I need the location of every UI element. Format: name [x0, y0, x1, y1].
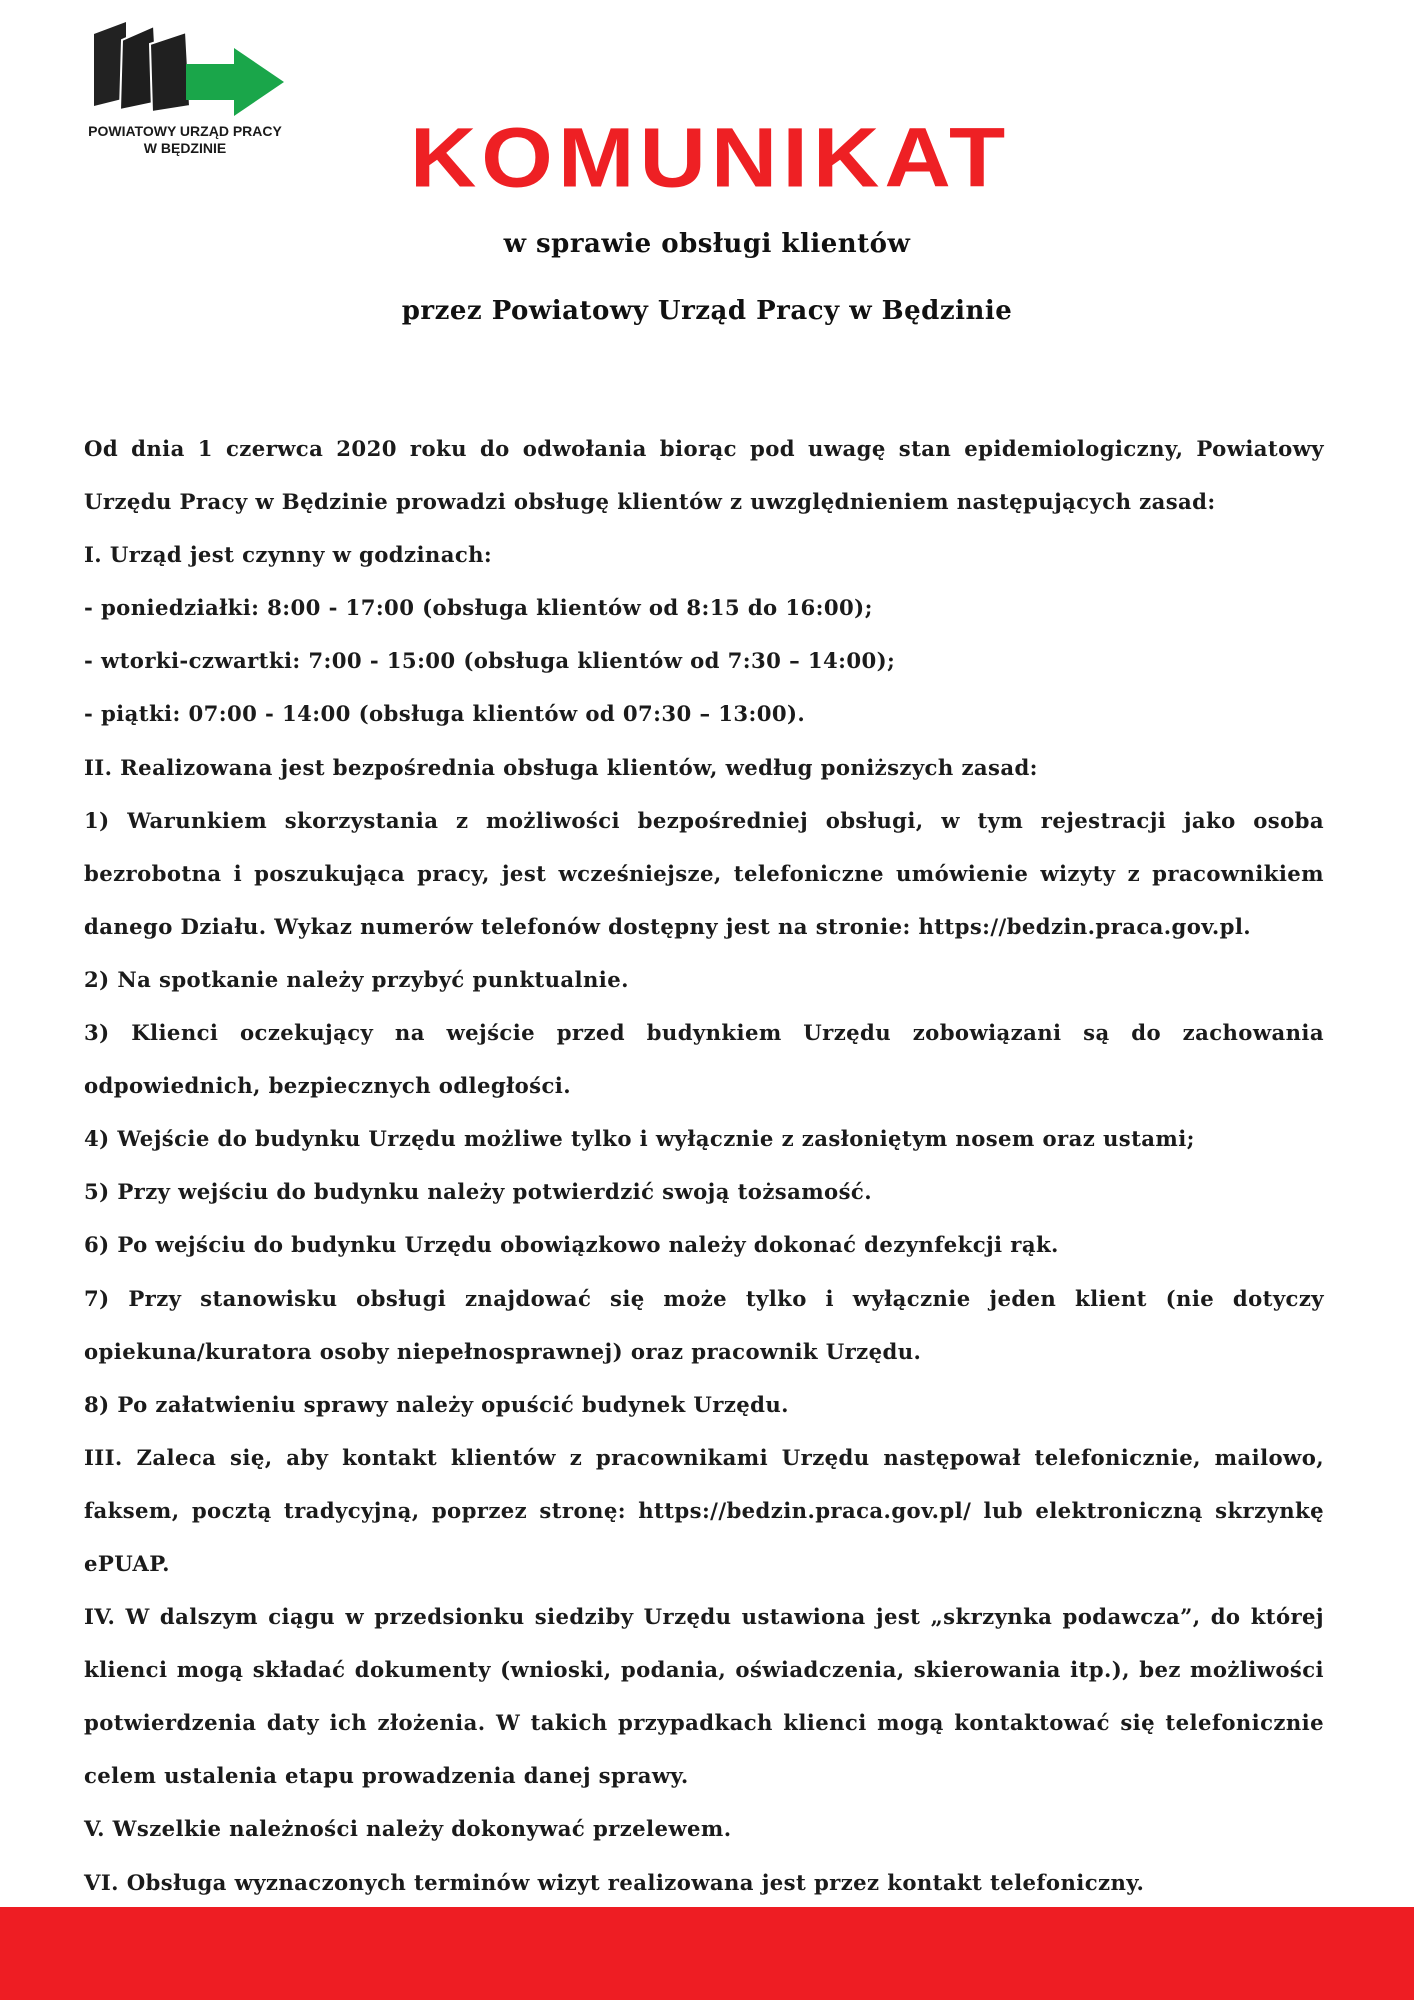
rule-3: 3) Klienci oczekujący na wejście przed budynkiem Urzędu zobowiązani są do zachowania odpowiednich, bezpiecznych odległości.	[84, 1020, 1324, 1099]
stacked-cards-arrow-icon	[86, 20, 296, 120]
rule-4: 4) Wejście do budynku Urzędu możliwe tylko i wyłącznie z zasłoniętym nosem oraz ustami;	[84, 1126, 1195, 1152]
section-3: III. Zaleca się, aby kontakt klientów z pracownikami Urzędu następował telefonicznie, mailowo, faksem, pocztą tradycyjną, poprzez stronę: https://bedzin.praca.gov.pl/ lub elektroniczną skrzynkę ePUAP.	[84, 1444, 1324, 1576]
rule-1: 1) Warunkiem skorzystania z możliwości bezpośredniej obsługi, w tym rejestracji jako osoba bezrobotna i poszukująca pracy, jest wcześniejsze, telefoniczne umówienie wizyty z pracownikiem danego Działu. Wykaz numerów telefonów dostępny jest na stronie: https://bedzin.praca.gov.pl.	[84, 807, 1324, 939]
logo-line-1: POWIATOWY URZĄD PRACY	[88, 123, 282, 139]
section-4: IV. W dalszym ciągu w przedsionku siedziby Urzędu ustawiona jest „skrzynka podawcza”, do której klienci mogą składać dokumenty (wnioski, podania, oświadczenia, skierowania itp.), bez możliwości potwierdzenia daty ich złożenia. W takich przypadkach klienci mogą kontaktować się telefonicznie celem ustalenia etapu prowadzenia danej sprawy.	[84, 1604, 1324, 1789]
subtitle-line-1: w sprawie obsługi klientów	[503, 229, 911, 259]
announcement-body	[84, 422, 1324, 1909]
hours-friday: - piątki: 07:00 - 14:00 (obsługa klientów od 07:30 – 13:00).	[84, 701, 806, 727]
rule-6: 6) Po wejściu do budynku Urzędu obowiązkowo należy dokonać dezynfekcji rąk.	[84, 1232, 1059, 1258]
rule-5: 5) Przy wejściu do budynku należy potwierdzić swoją tożsamość.	[84, 1179, 872, 1205]
rule-2: 2) Na spotkanie należy przybyć punktualnie.	[84, 966, 629, 992]
footer-red-bar	[0, 1907, 1414, 2000]
rule-7: 7) Przy stanowisku obsługi znajdować się może tylko i wyłącznie jeden klient (nie dotyczy opiekuna/kuratora osoby niepełnosprawnej) oraz pracownik Urzędu.	[84, 1285, 1324, 1364]
intro-paragraph: Od dnia 1 czerwca 2020 roku do odwołania biorąc pod uwagę stan epidemiologiczny, Powiatowy Urzędu Pracy w Będzinie prowadzi obsługę klientów z uwzględnieniem następujących zasad:	[84, 436, 1324, 515]
logo-caption	[80, 123, 290, 157]
section-5: V. Wszelkie należności należy dokonywać przelewem.	[84, 1816, 732, 1842]
rule-8: 8) Po załatwieniu sprawy należy opuścić budynek Urzędu.	[84, 1391, 789, 1417]
section-6: VI. Obsługa wyznaczonych terminów wizyt realizowana jest przez kontakt telefoniczny.	[84, 1869, 1145, 1895]
pup-logo	[80, 20, 300, 170]
logo-line-2: W BĘDZINIE	[143, 140, 227, 156]
section-1-title: I. Urząd jest czynny w godzinach:	[84, 542, 493, 568]
subtitle-line-2: przez Powiatowy Urząd Pracy w Będzinie	[401, 296, 1013, 326]
page-headline: KOMUNIKAT	[409, 111, 1011, 205]
section-2-title: II. Realizowana jest bezpośrednia obsługa klientów, według poniższych zasad:	[84, 754, 1038, 780]
hours-tue-thu: - wtorki-czwartki: 7:00 - 15:00 (obsługa klientów od 7:30 – 14:00);	[84, 648, 896, 674]
hours-monday: - poniedziałki: 8:00 - 17:00 (obsługa klientów od 8:15 do 16:00);	[84, 595, 873, 621]
